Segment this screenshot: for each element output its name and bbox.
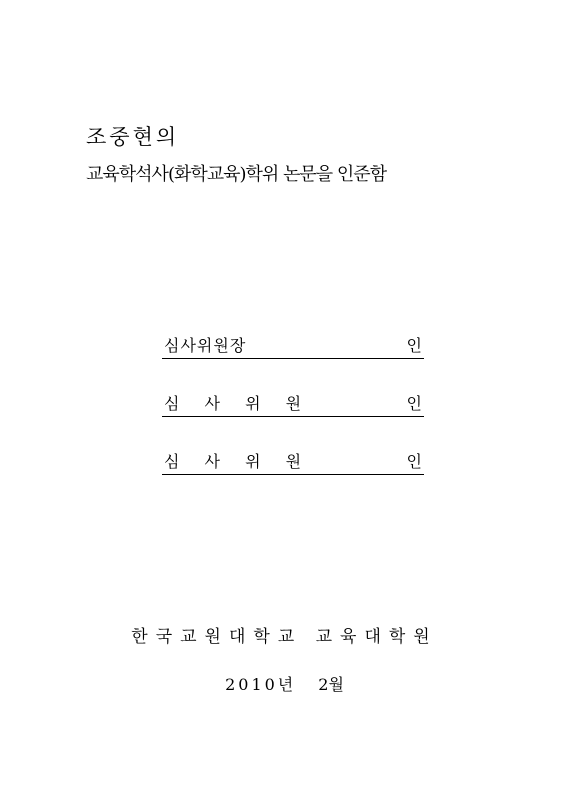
signature-line-chair xyxy=(162,336,424,359)
degree-approval-line: 교육학석사(화학교육)학위 논문을 인준함 xyxy=(86,164,387,185)
signature-line-member-1 xyxy=(162,394,424,417)
approval-date xyxy=(0,672,569,695)
seal-mark: 인 xyxy=(406,452,422,471)
committee-role-chair: 심사위원장 xyxy=(164,336,247,355)
signature-line-member-2 xyxy=(162,452,424,475)
committee-role-member: 심 사 위 원 xyxy=(164,394,312,413)
seal-mark: 인 xyxy=(406,336,422,355)
seal-mark: 인 xyxy=(406,394,422,413)
approval-year: 2010년 xyxy=(225,675,297,694)
committee-role-member: 심 사 위 원 xyxy=(164,452,312,471)
author-line: 조중현의 xyxy=(86,125,180,149)
institution-name: 한국교원대학교 교육대학원 xyxy=(131,627,438,647)
approval-month: 2월 xyxy=(318,675,344,694)
